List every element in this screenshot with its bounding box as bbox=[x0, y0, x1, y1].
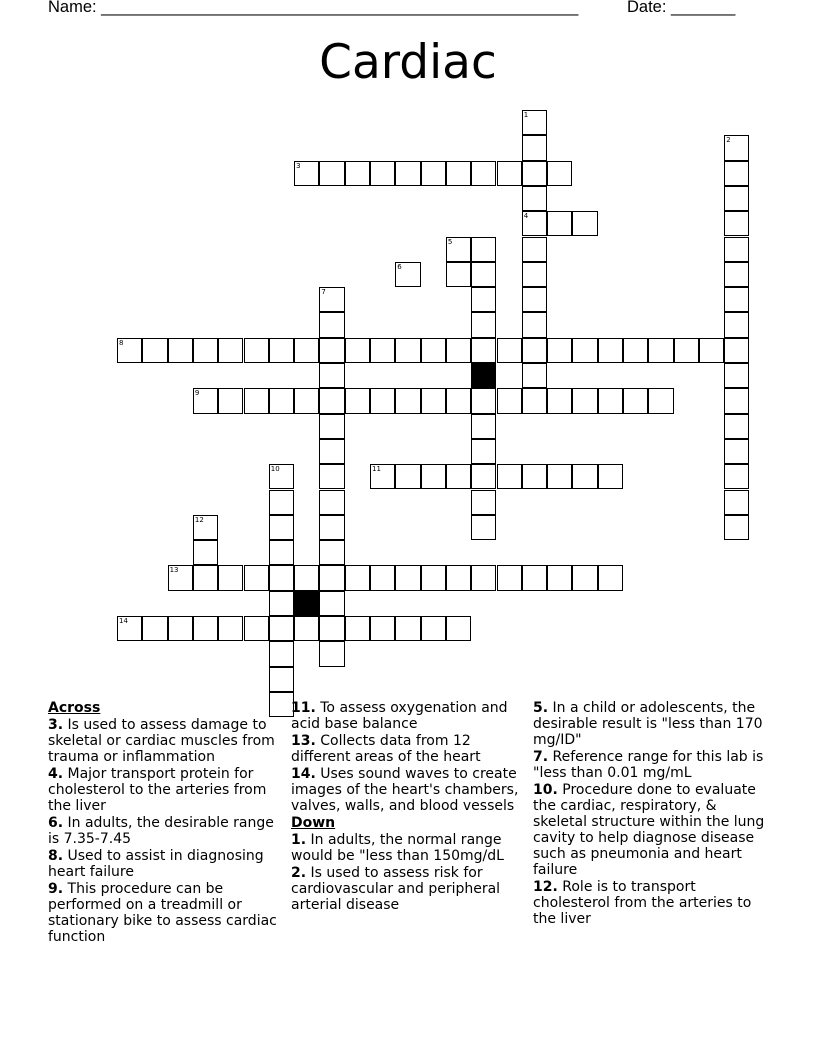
clue-item-number: 7. bbox=[533, 749, 549, 765]
crossword-cell[interactable] bbox=[522, 211, 547, 236]
clue-item-text: Reference range for this lab is "less than 0.01 mg/mL bbox=[533, 749, 764, 781]
crossword-cell[interactable] bbox=[117, 338, 142, 363]
crossword-cell[interactable] bbox=[598, 464, 623, 489]
crossword-cell[interactable] bbox=[471, 515, 496, 540]
crossword-cell[interactable] bbox=[244, 338, 269, 363]
crossword-cell[interactable] bbox=[319, 161, 344, 186]
crossword-cell[interactable] bbox=[598, 565, 623, 590]
crossword-cell[interactable] bbox=[446, 161, 471, 186]
crossword-cell[interactable] bbox=[319, 439, 344, 464]
crossword-cell[interactable] bbox=[724, 186, 749, 211]
crossword-cell[interactable] bbox=[395, 262, 420, 287]
clue-item-text: In adults, the desirable range is 7.35-7.45 bbox=[48, 815, 274, 847]
crossword-cell[interactable] bbox=[345, 338, 370, 363]
clue-item-text: Is used to assess risk for cardiovascular and peripheral arterial disease bbox=[291, 865, 501, 913]
crossword-cell[interactable] bbox=[522, 161, 547, 186]
crossword-cell[interactable] bbox=[724, 211, 749, 236]
clue-number: 4 bbox=[523, 212, 529, 221]
crossword-cell[interactable] bbox=[522, 363, 547, 388]
crossword-cell[interactable] bbox=[572, 464, 597, 489]
crossword-cell[interactable] bbox=[623, 338, 648, 363]
clue-number: 13 bbox=[169, 566, 179, 575]
crossword-cell[interactable] bbox=[193, 388, 218, 413]
clue-item bbox=[291, 733, 519, 765]
crossword-cell[interactable] bbox=[471, 388, 496, 413]
crossword-cell[interactable] bbox=[345, 388, 370, 413]
crossword-cell[interactable] bbox=[269, 540, 294, 565]
clue-item-number: 10. bbox=[533, 782, 558, 798]
clue-item-text: Is used to assess damage to skeletal or cardiac muscles from trauma or inflammation bbox=[48, 717, 275, 765]
crossword-cell[interactable] bbox=[193, 338, 218, 363]
crossword-cell[interactable] bbox=[294, 161, 319, 186]
clue-item-number: 4. bbox=[48, 766, 64, 782]
clue-item-text: To assess oxygenation and acid base balance bbox=[291, 700, 508, 732]
crossword-cell[interactable] bbox=[446, 237, 471, 262]
crossword-cell[interactable] bbox=[522, 135, 547, 160]
puzzle-title: Cardiac bbox=[319, 35, 497, 90]
crossword-cell[interactable] bbox=[421, 565, 446, 590]
clue-item-text: Used to assist in diagnosing heart failure bbox=[48, 848, 264, 880]
crossword-cell[interactable] bbox=[598, 338, 623, 363]
crossword-cell[interactable] bbox=[370, 464, 395, 489]
crossword-cell[interactable] bbox=[724, 414, 749, 439]
clue-item-text: Procedure done to evaluate the cardiac, respiratory, & skeletal structure within the lung cavity to help diagnose disease such as pneumonia and heart failure bbox=[533, 782, 765, 878]
crossword-cell[interactable] bbox=[421, 616, 446, 641]
clue-number: 1 bbox=[523, 111, 529, 119]
crossword-cell[interactable] bbox=[547, 464, 572, 489]
crossword-cell[interactable] bbox=[117, 616, 142, 641]
crossword-cell[interactable] bbox=[471, 161, 496, 186]
crossword-cell[interactable] bbox=[572, 565, 597, 590]
down-clue-list-1 bbox=[291, 832, 519, 913]
crossword-cell[interactable] bbox=[193, 515, 218, 540]
crossword-cell[interactable] bbox=[319, 641, 344, 666]
crossword-cell[interactable] bbox=[446, 565, 471, 590]
clue-item-text: In a child or adolescents, the desirable result is "less than 170 mg/ID" bbox=[533, 700, 763, 748]
clue-item bbox=[533, 700, 773, 748]
clue-number: 2 bbox=[726, 136, 731, 145]
crossword-cell[interactable] bbox=[319, 338, 344, 363]
crossword-cell[interactable] bbox=[522, 338, 547, 363]
crossword-cell[interactable] bbox=[294, 565, 319, 590]
crossword-cell[interactable] bbox=[168, 616, 193, 641]
crossword-cell[interactable] bbox=[724, 490, 749, 515]
crossword-cell[interactable] bbox=[269, 464, 294, 489]
crossword-cell[interactable] bbox=[724, 515, 749, 540]
crossword-cell[interactable] bbox=[319, 515, 344, 540]
crossword-cell[interactable] bbox=[269, 338, 294, 363]
crossword-cell[interactable] bbox=[446, 464, 471, 489]
crossword-cell[interactable] bbox=[648, 388, 673, 413]
crossword-cell[interactable] bbox=[572, 338, 597, 363]
crossword-cell[interactable] bbox=[421, 388, 446, 413]
clue-item-number: 1. bbox=[291, 832, 307, 848]
clue-item bbox=[48, 881, 284, 945]
crossword-cell[interactable] bbox=[724, 262, 749, 287]
crossword-cell[interactable] bbox=[395, 565, 420, 590]
crossword-block-cell bbox=[294, 591, 319, 616]
crossword-cell[interactable] bbox=[269, 565, 294, 590]
crossword-cell[interactable] bbox=[319, 540, 344, 565]
crossword-cell[interactable] bbox=[547, 565, 572, 590]
crossword-cell[interactable] bbox=[370, 616, 395, 641]
crossword-cell[interactable] bbox=[497, 565, 522, 590]
down-heading: Down bbox=[291, 815, 336, 831]
crossword-cell[interactable] bbox=[168, 338, 193, 363]
crossword-cell[interactable] bbox=[294, 388, 319, 413]
crossword-cell[interactable] bbox=[294, 616, 319, 641]
crossword-cell[interactable] bbox=[395, 464, 420, 489]
crossword-cell[interactable] bbox=[522, 388, 547, 413]
crossword-cell[interactable] bbox=[294, 338, 319, 363]
crossword-cell[interactable] bbox=[345, 616, 370, 641]
crossword-cell[interactable] bbox=[724, 388, 749, 413]
clue-item bbox=[48, 717, 284, 765]
crossword-cell[interactable] bbox=[522, 312, 547, 337]
crossword-cell[interactable] bbox=[522, 565, 547, 590]
clue-item bbox=[291, 700, 519, 732]
crossword-cell[interactable] bbox=[471, 565, 496, 590]
crossword-cell[interactable] bbox=[648, 338, 673, 363]
crossword-cell[interactable] bbox=[598, 388, 623, 413]
clue-item-number: 5. bbox=[533, 700, 549, 716]
crossword-cell[interactable] bbox=[724, 161, 749, 186]
crossword-cell[interactable] bbox=[244, 616, 269, 641]
crossword-cell[interactable] bbox=[421, 464, 446, 489]
crossword-cell[interactable] bbox=[572, 388, 597, 413]
crossword-cell[interactable] bbox=[269, 490, 294, 515]
crossword-cell[interactable] bbox=[724, 237, 749, 262]
crossword-cell[interactable] bbox=[319, 565, 344, 590]
crossword-cell[interactable] bbox=[522, 287, 547, 312]
crossword-cell[interactable] bbox=[218, 388, 243, 413]
clue-item bbox=[533, 782, 773, 878]
crossword-cell[interactable] bbox=[522, 262, 547, 287]
across-clue-list-1 bbox=[48, 717, 284, 945]
crossword-cell[interactable] bbox=[471, 262, 496, 287]
crossword-cell[interactable] bbox=[446, 616, 471, 641]
crossword-cell[interactable] bbox=[269, 388, 294, 413]
clue-number: 3 bbox=[296, 161, 301, 170]
clue-item-number: 11. bbox=[291, 700, 316, 716]
crossword-cell[interactable] bbox=[319, 616, 344, 641]
clue-item bbox=[291, 766, 519, 814]
crossword-cell[interactable] bbox=[244, 388, 269, 413]
crossword-cell[interactable] bbox=[319, 388, 344, 413]
crossword-cell[interactable] bbox=[319, 312, 344, 337]
crossword-cell[interactable] bbox=[269, 591, 294, 616]
crossword-cell[interactable] bbox=[395, 616, 420, 641]
crossword-cell[interactable] bbox=[471, 464, 496, 489]
clue-item-text: Role is to transport cholesterol from the arteries to the liver bbox=[533, 879, 752, 927]
crossword-cell[interactable] bbox=[218, 338, 243, 363]
crossword-cell[interactable] bbox=[218, 616, 243, 641]
crossword-cell[interactable] bbox=[547, 338, 572, 363]
crossword-cell[interactable] bbox=[345, 565, 370, 590]
crossword-cell[interactable] bbox=[319, 490, 344, 515]
crossword-cell[interactable] bbox=[497, 338, 522, 363]
crossword-cell[interactable] bbox=[674, 338, 699, 363]
clue-item-number: 12. bbox=[533, 879, 558, 895]
clue-item bbox=[291, 865, 519, 913]
crossword-cell[interactable] bbox=[471, 490, 496, 515]
crossword-cell[interactable] bbox=[522, 110, 547, 135]
crossword-cell[interactable] bbox=[370, 388, 395, 413]
clues-column-1 bbox=[48, 700, 284, 946]
crossword-cell[interactable] bbox=[269, 667, 294, 692]
crossword-cell[interactable] bbox=[572, 211, 597, 236]
crossword-cell[interactable] bbox=[446, 338, 471, 363]
crossword-cell[interactable] bbox=[345, 161, 370, 186]
crossword-cell[interactable] bbox=[724, 363, 749, 388]
crossword-cell[interactable] bbox=[269, 616, 294, 641]
crossword-cell[interactable] bbox=[547, 388, 572, 413]
clue-item-text: This procedure can be performed on a treadmill or stationary bike to assess cardiac function bbox=[48, 881, 277, 945]
crossword-cell[interactable] bbox=[547, 161, 572, 186]
crossword-cell[interactable] bbox=[421, 161, 446, 186]
date-field-label: Date: _______ bbox=[627, 0, 736, 16]
crossword-cell[interactable] bbox=[421, 338, 446, 363]
clue-number: 12 bbox=[194, 515, 204, 524]
clues-column-2 bbox=[291, 700, 519, 914]
crossword-cell[interactable] bbox=[724, 439, 749, 464]
clue-item bbox=[533, 879, 773, 927]
clue-number: 9 bbox=[194, 389, 200, 398]
clue-item bbox=[48, 815, 284, 847]
clue-number: 5 bbox=[447, 237, 453, 246]
crossword-cell[interactable] bbox=[370, 338, 395, 363]
crossword-cell[interactable] bbox=[471, 287, 496, 312]
crossword-cell[interactable] bbox=[269, 515, 294, 540]
clue-item-number: 8. bbox=[48, 848, 64, 864]
clue-number: 10 bbox=[270, 465, 280, 474]
crossword-cell[interactable] bbox=[623, 388, 648, 413]
clues-column-3 bbox=[533, 700, 773, 928]
clue-item-text: In adults, the normal range would be "less than 150mg/dL bbox=[291, 832, 504, 864]
crossword-cell[interactable] bbox=[724, 312, 749, 337]
crossword-cell[interactable] bbox=[370, 565, 395, 590]
clue-item-text: Uses sound waves to create images of the heart's chambers, valves, walls, and blood vessels bbox=[291, 766, 519, 814]
crossword-cell[interactable] bbox=[497, 464, 522, 489]
crossword-cell[interactable] bbox=[319, 287, 344, 312]
clue-item-number: 9. bbox=[48, 881, 64, 897]
clue-item-number: 3. bbox=[48, 717, 64, 733]
crossword-cell[interactable] bbox=[497, 161, 522, 186]
crossword-cell[interactable] bbox=[522, 464, 547, 489]
crossword-cell[interactable] bbox=[319, 363, 344, 388]
down-clue-list-2 bbox=[533, 700, 773, 927]
crossword-cell[interactable] bbox=[193, 565, 218, 590]
clue-item bbox=[291, 832, 519, 864]
crossword-cell[interactable] bbox=[395, 338, 420, 363]
crossword-cell[interactable] bbox=[193, 616, 218, 641]
crossword-cell[interactable] bbox=[446, 388, 471, 413]
crossword-cell[interactable] bbox=[168, 565, 193, 590]
crossword-cell[interactable] bbox=[522, 186, 547, 211]
crossword-cell[interactable] bbox=[471, 414, 496, 439]
crossword-cell[interactable] bbox=[699, 338, 724, 363]
clue-item bbox=[48, 848, 284, 880]
crossword-block-cell bbox=[471, 363, 496, 388]
crossword-cell[interactable] bbox=[142, 338, 167, 363]
crossword-cell[interactable] bbox=[395, 388, 420, 413]
crossword-cell[interactable] bbox=[471, 338, 496, 363]
crossword-cell[interactable] bbox=[547, 211, 572, 236]
clue-number: 7 bbox=[321, 288, 326, 297]
crossword-cell[interactable] bbox=[471, 312, 496, 337]
crossword-cell[interactable] bbox=[395, 161, 420, 186]
crossword-cell[interactable] bbox=[319, 414, 344, 439]
crossword-cell[interactable] bbox=[370, 161, 395, 186]
clue-item bbox=[48, 766, 284, 814]
name-field-label: Name: ____________________________________________________ bbox=[48, 0, 579, 16]
clue-item-text: Major transport protein for cholesterol to the arteries from the liver bbox=[48, 766, 267, 814]
clue-item-number: 13. bbox=[291, 733, 316, 749]
across-clue-list-2 bbox=[291, 700, 519, 814]
crossword-cell[interactable] bbox=[522, 237, 547, 262]
crossword-cell[interactable] bbox=[142, 616, 167, 641]
crossword-cell[interactable] bbox=[724, 464, 749, 489]
clue-item-number: 14. bbox=[291, 766, 316, 782]
clue-number: 14 bbox=[119, 617, 128, 625]
clue-number: 8 bbox=[119, 338, 124, 347]
clue-number: 6 bbox=[397, 262, 402, 271]
crossword-cell[interactable] bbox=[724, 338, 749, 363]
crossword-cell[interactable] bbox=[218, 565, 243, 590]
clue-item-text: Collects data from 12 different areas of the heart bbox=[291, 733, 481, 765]
crossword-cell[interactable] bbox=[471, 237, 496, 262]
crossword-cell[interactable] bbox=[724, 135, 749, 160]
crossword-cell[interactable] bbox=[446, 262, 471, 287]
crossword-cell[interactable] bbox=[193, 540, 218, 565]
crossword-cell[interactable] bbox=[319, 591, 344, 616]
clue-item-number: 6. bbox=[48, 815, 64, 831]
crossword-cell[interactable] bbox=[471, 439, 496, 464]
crossword-cell[interactable] bbox=[244, 565, 269, 590]
crossword-cell[interactable] bbox=[269, 641, 294, 666]
clue-number: 11 bbox=[372, 465, 381, 474]
clue-item bbox=[533, 749, 773, 781]
clue-item-number: 2. bbox=[291, 865, 307, 881]
crossword-cell[interactable] bbox=[497, 388, 522, 413]
across-heading: Across bbox=[48, 700, 101, 716]
crossword-cell[interactable] bbox=[724, 287, 749, 312]
crossword-cell[interactable] bbox=[319, 464, 344, 489]
